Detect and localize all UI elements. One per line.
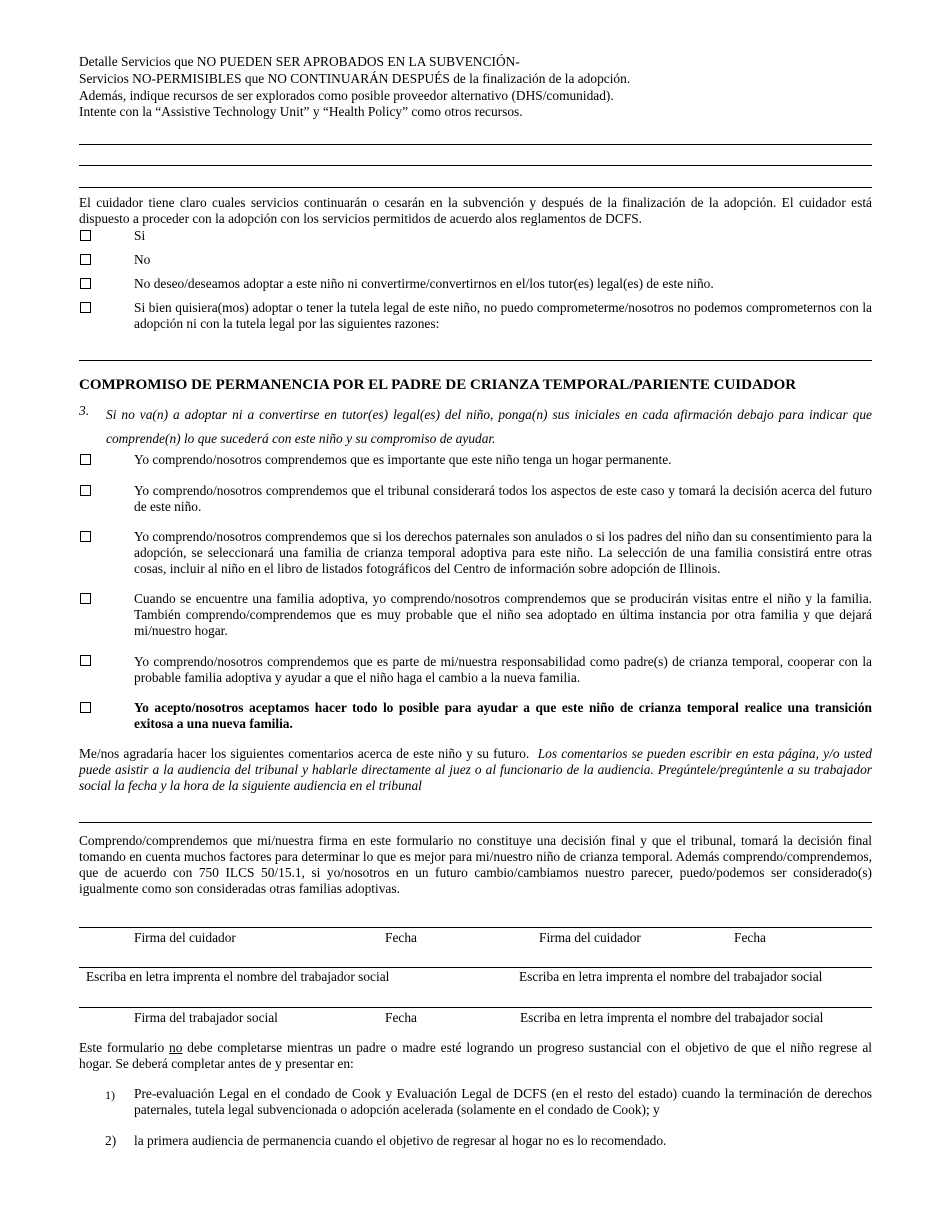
commitment-statement-1: Yo comprendo/nosotros comprendemos que es importante que este niño tenga un hogar permanente. (134, 452, 672, 467)
option-si-label: Si (134, 228, 146, 243)
checkbox-no-deseo[interactable] (80, 278, 91, 289)
commitment-heading: COMPROMISO DE PERMANENCIA POR EL PADRE DE CRIANZA TEMPORAL/PARIENTE CUIDADOR (79, 377, 797, 393)
caregiver-signature-label-1: Firma del cuidador (134, 930, 236, 945)
commitment-statement-4: Cuando se encuentre una familia adoptiva, yo comprendo/nosotros comprendemos que se producirán visitas entre el niño y la familia. También comprendo/comprendemos que es muy probable que el niño sea adoptado en última instancia por otra familia y que dejará mi/nuestro hogar. (134, 591, 872, 638)
caregiver-statement: El cuidador tiene claro cuales servicios continuarán o cesarán en la subvención y después de la finalización de la adopción. El cuidador está dispuesto a proceder con la adopción con los servicios permitidos de acuerdo alos reglamentos de DCFS. (79, 195, 872, 226)
understanding-paragraph: Comprendo/comprendemos que mi/nuestra firma en este formulario no constituye una decisión final y que el tribunal, tomará la decisión final tomando en cuenta muchos factores para determinar lo que es mejor para mi/nuestro niño de crianza temporal. Además comprendo/comprendemos, que de acuerdo con 750 ILCS 50/15.1, si yo/nosotros en un futuro cambio/cambiamos nuestro parecer, puedo/podemos ser considerado(s) igualmente como son consideradas otras familias adoptivas. (79, 833, 872, 896)
caregiver-signature-label-2: Firma del cuidador (539, 930, 641, 945)
option-si-bien-label: Si bien quisiera(mos) adoptar o tener la tutela legal de este niño, no puedo comprometerme/nosotros no podemos comprometernos con la adopción ni con la tutela legal por las siguientes razones: (134, 300, 872, 331)
services-write-line-2[interactable] (79, 165, 872, 166)
intro-line-4: Intente con la “Assistive Technology Unit” y “Health Policy” como otros recursos. (79, 104, 523, 119)
commitment-statement-3: Yo comprendo/nosotros comprendemos que si los derechos paternales son anulados o si los padres del niño dan su consentimiento para la adopción, se seleccionará una familia de crianza temporal adoptiva para este niño. La selección de una familia consistirá entre otras cosas, incluir al niño en el libro de listados fotográficos del Centro de información sobre adopción de Illinois. (134, 529, 872, 576)
worker-signature-label: Firma del trabajador social (134, 1010, 278, 1025)
intro-line-1: Detalle Servicios que NO PUEDEN SER APROBADOS EN LA SUBVENCIÓN- (79, 54, 520, 69)
initial-box-4[interactable] (80, 593, 91, 604)
signature-line-3[interactable] (79, 1007, 872, 1008)
footer-paragraph (79, 1040, 872, 1072)
intro-line-2: Servicios NO-PERMISIBLES que NO CONTINUARÁN DESPUÉS de la finalización de la adopción. (79, 71, 631, 86)
footer-item-1: Pre-evaluación Legal en el condado de Cook y Evaluación Legal de DCFS (en el resto del estado) cuando la terminación de derechos paternales, tutela legal subvencionada o adopción acelerada (solamente en el condado de Cook); y (134, 1086, 872, 1117)
comments-write-line[interactable] (79, 822, 872, 823)
initial-box-2[interactable] (80, 485, 91, 496)
checkbox-si[interactable] (80, 230, 91, 241)
date-label-2: Fecha (734, 930, 766, 945)
services-write-line-1[interactable] (79, 144, 872, 145)
footer-text-start: Este formulario (79, 1040, 170, 1055)
commitment-statement-2: Yo comprendo/nosotros comprendemos que el tribunal considerará todos los aspectos de este caso y tomará la decisión acerca del futuro de este niño. (134, 483, 872, 514)
print-worker-name-label-1: Escriba en letra imprenta el nombre del trabajador social (86, 969, 390, 984)
signature-line-2[interactable] (79, 967, 872, 968)
date-label-1: Fecha (385, 930, 417, 945)
services-write-line-3[interactable] (79, 187, 872, 188)
footer-no-underlined: no (169, 1040, 183, 1055)
checkbox-si-bien[interactable] (80, 302, 91, 313)
footer-text-end: debe completarse mientras un padre o madre esté logrando un progreso sustancial con el objetivo de que el niño regrese al hogar. Se deberá completar antes de y presentar en: (79, 1040, 872, 1071)
initial-box-5[interactable] (80, 655, 91, 666)
comments-lead: Me/nos agradaría hacer los siguientes comentarios acerca de este niño y su futuro. (79, 746, 530, 761)
option-no-label: No (134, 252, 151, 267)
signature-line-1[interactable] (79, 927, 872, 928)
initial-box-3[interactable] (80, 531, 91, 542)
intro-line-3: Además, indique recursos de ser explorados como posible proveedor alternativo (DHS/comunidad). (79, 88, 614, 103)
initial-box-1[interactable] (80, 454, 91, 465)
instruction-number: 3. (79, 403, 90, 418)
commitment-statement-5: Yo comprendo/nosotros comprendemos que es parte de mi/nuestra responsabilidad como padre(s) de crianza temporal, cooperar con la probable familia adoptiva y ayudar a que el niño haga el cambio a la nueva familia. (134, 654, 872, 685)
commitment-statement-6: Yo acepto/nosotros aceptamos hacer todo lo posible para ayudar a que este niño de crianza temporal realice una transición exitosa a una nueva familia. (134, 700, 872, 731)
footer-item-2: la primera audiencia de permanencia cuando el objetivo de regresar al hogar no es lo recomendado. (134, 1133, 667, 1148)
print-worker-name-label-2: Escriba en letra imprenta el nombre del trabajador social (519, 969, 823, 984)
footer-item-number-2: 2) (105, 1133, 117, 1148)
reasons-write-line[interactable] (79, 360, 872, 361)
commitment-instruction: Si no va(n) a adoptar ni a convertirse en tutor(es) legal(es) del niño, ponga(n) sus iniciales en cada afirmación debajo para indicar que comprende(n) lo que sucederá con este niño y su compromiso de ayudar. (106, 407, 872, 446)
date-label-3: Fecha (385, 1010, 417, 1025)
print-worker-name-label-3: Escriba en letra imprenta el nombre del trabajador social (520, 1010, 824, 1025)
option-no-deseo-label: No deseo/deseamos adoptar a este niño ni convertirme/convertirnos en el/los tutor(es) legal(es) de este niño. (134, 276, 714, 291)
checkbox-no[interactable] (80, 254, 91, 265)
initial-box-6[interactable] (80, 702, 91, 713)
comments-note: Los comentarios se pueden escribir en esta página, y/o usted puede asistir a la audiencia del tribunal y hablarle directamente al juez o al funcionario de la audiencia. Pregúntele/pregúntenle a su trabajador social la fecha y la hora de la siguiente audiencia en el tribunal (79, 746, 873, 793)
comments-paragraph (79, 746, 872, 794)
footer-item-number-1: 1) (105, 1088, 115, 1102)
